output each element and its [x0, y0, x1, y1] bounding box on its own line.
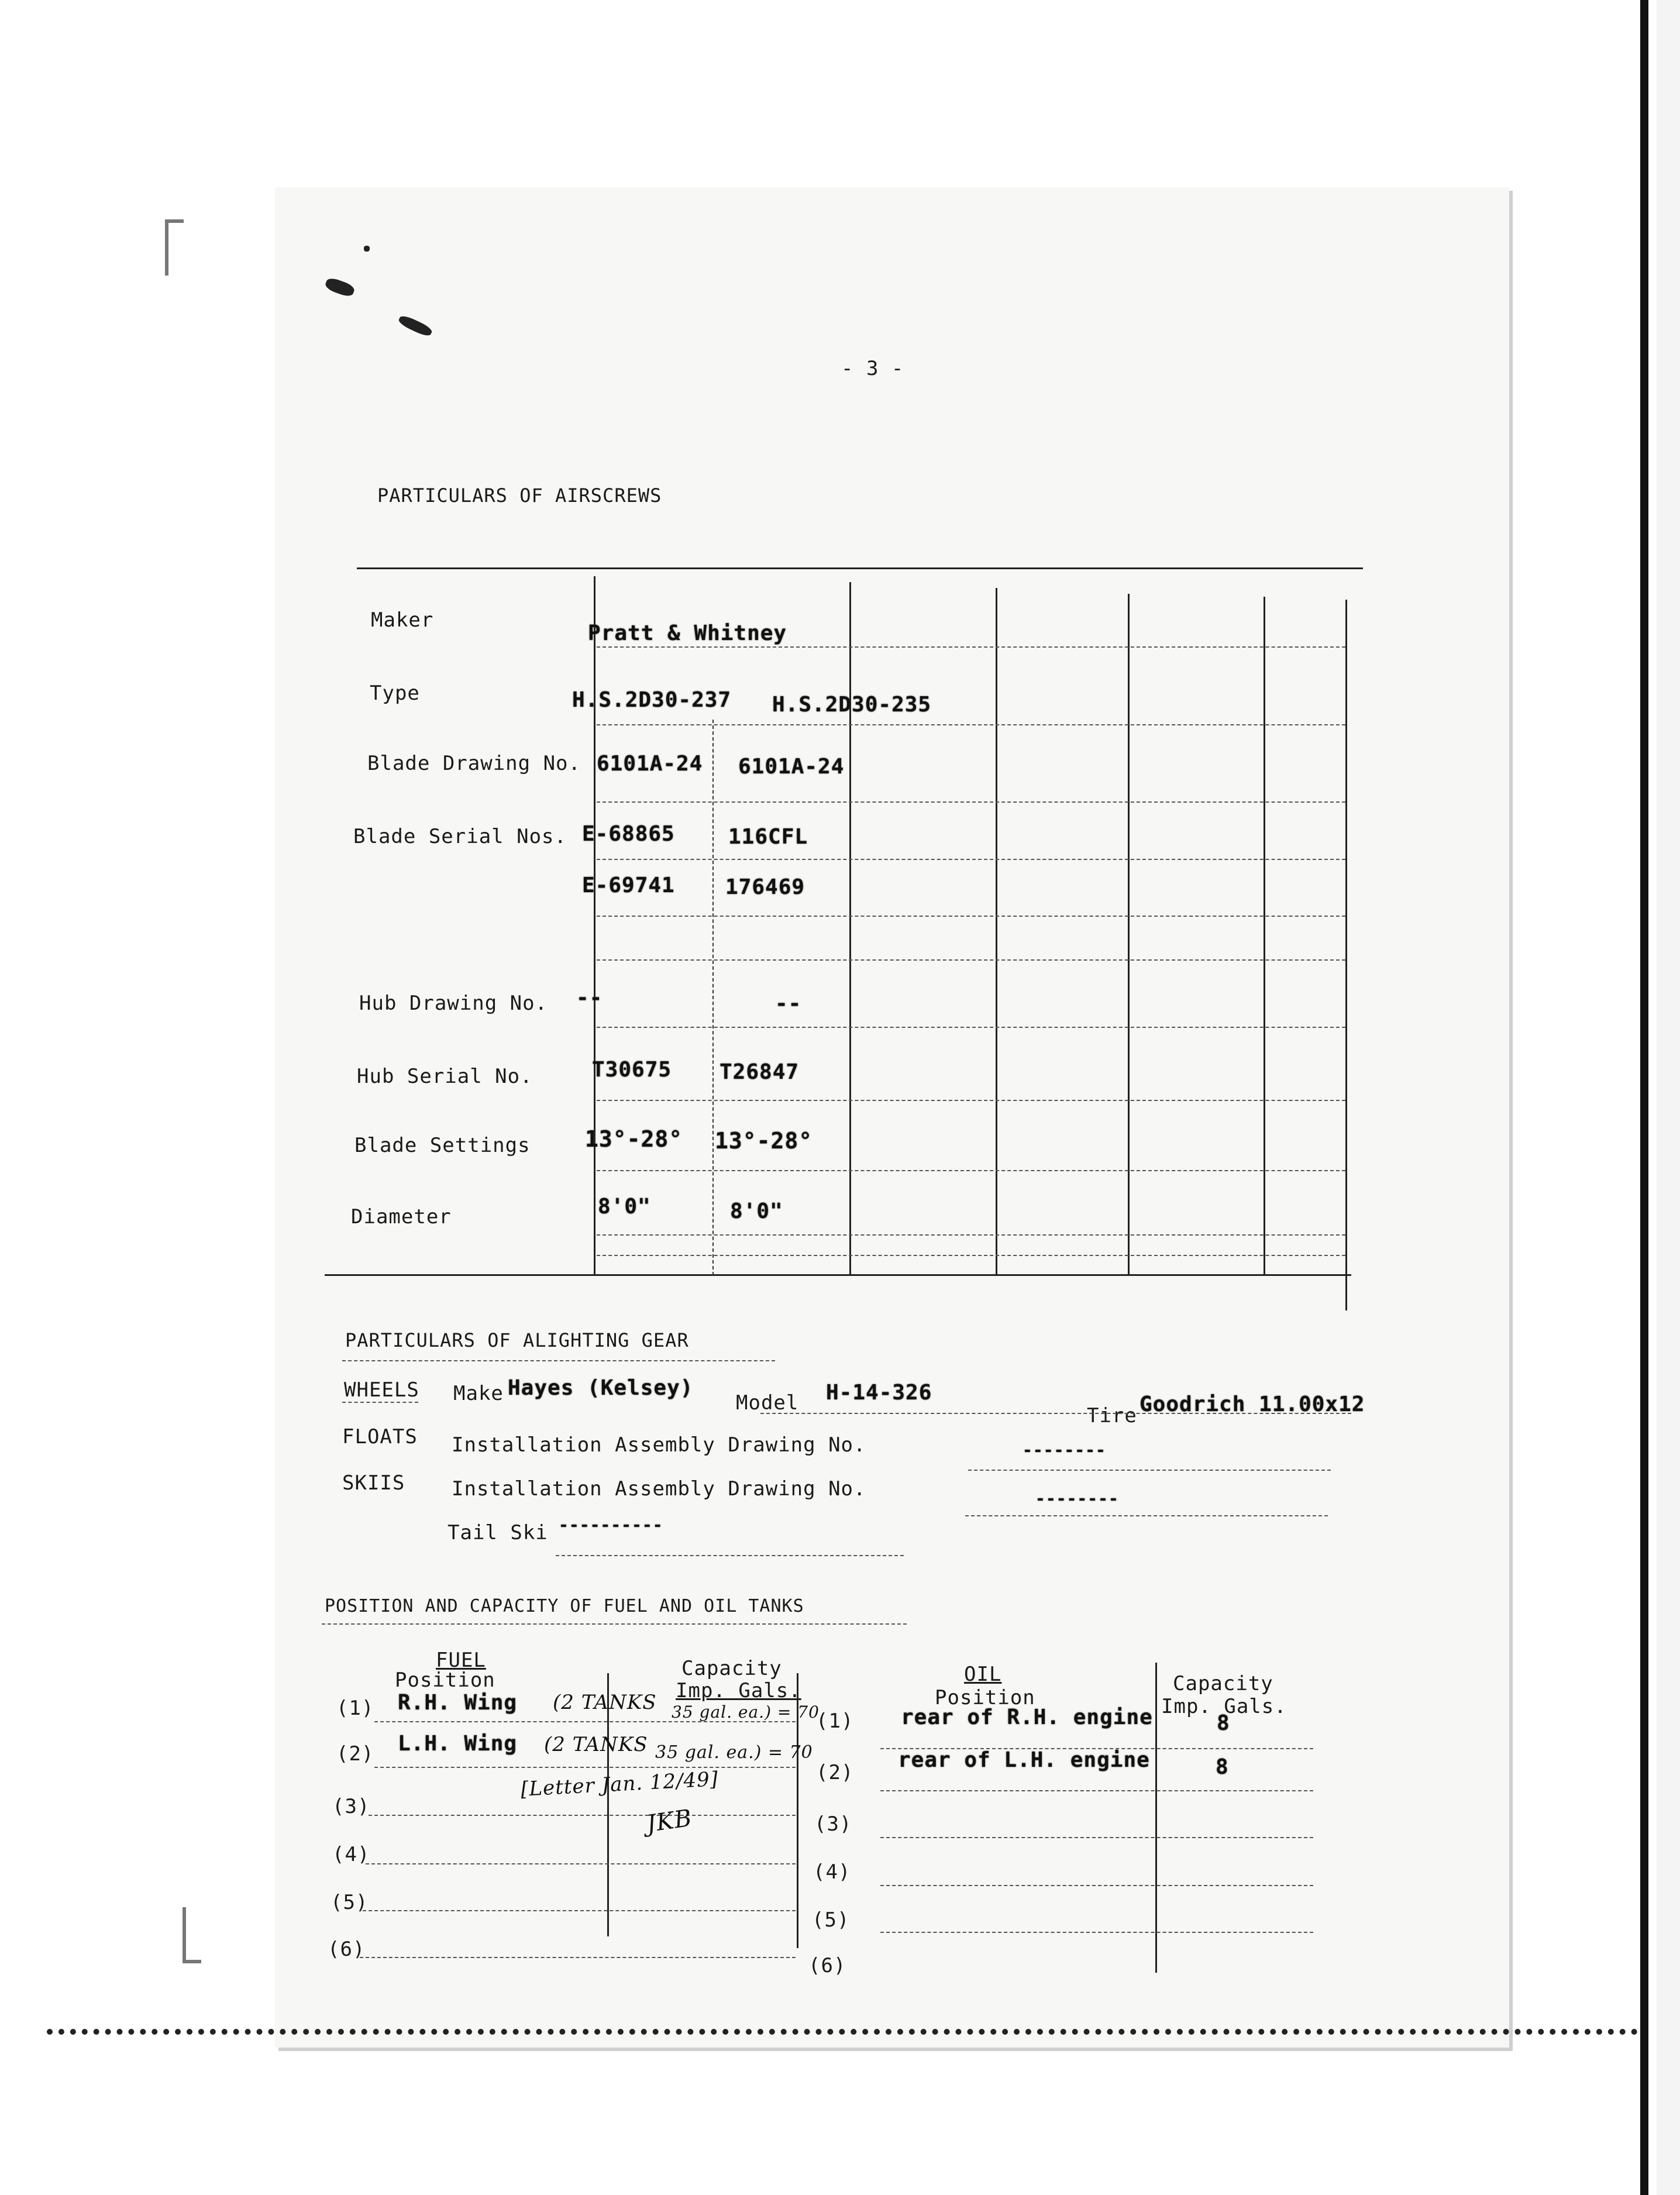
table-row-line	[597, 724, 1345, 725]
table-bottom-rule	[325, 1274, 1351, 1276]
floats-text: Installation Assembly Drawing No.	[452, 1433, 866, 1457]
table-row-line	[597, 1170, 1345, 1171]
blade-drawing-label: Blade Drawing No.	[367, 752, 581, 775]
table-row-line	[597, 916, 1345, 917]
fuel-note-2: (2 TANKS	[544, 1733, 648, 1756]
label-underline	[342, 1402, 418, 1403]
table-row-line	[597, 646, 1345, 648]
type-value-1: H.S.2D30-237	[572, 688, 732, 712]
table-col-divider	[1128, 594, 1130, 1275]
oil-imp-gals-label: Imp. Gals.	[1161, 1695, 1287, 1718]
fuel-row-number: (4)	[332, 1843, 370, 1866]
scan-edge	[1657, 0, 1680, 2195]
oil-row-number: (6)	[808, 1954, 846, 1977]
fuel-note-1: (2 TANKS	[553, 1691, 657, 1714]
diameter-value-2: 8'0"	[730, 1199, 783, 1223]
blade-serial-value-1b: E-69741	[582, 873, 675, 897]
fuel-row-line	[369, 1815, 796, 1816]
table-col-divider	[1264, 597, 1265, 1275]
blade-settings-label: Blade Settings	[354, 1134, 531, 1157]
fuel-capacity-label: Capacity	[681, 1657, 782, 1680]
oil-col-divider	[1155, 1663, 1157, 1973]
perforation-edge	[47, 2029, 1638, 2041]
oil-row-number: (2)	[816, 1761, 854, 1784]
oil-capacity-2: 8	[1216, 1755, 1229, 1779]
table-top-rule	[357, 567, 1363, 569]
blade-serial-value-2a: 116CFL	[728, 825, 808, 849]
fuel-row-number: (6)	[328, 1938, 366, 1961]
floats-label: FLOATS	[342, 1425, 418, 1449]
blade-drawing-value-2: 6101A-24	[738, 755, 845, 779]
oil-row-number: (1)	[816, 1709, 854, 1733]
skis-underline	[965, 1515, 1328, 1516]
fuel-row-line	[360, 1957, 796, 1958]
wheels-underline	[760, 1413, 1351, 1414]
table-row-line	[597, 1027, 1345, 1028]
diameter-value-1: 8'0"	[598, 1195, 651, 1219]
fuel-header: FUEL	[436, 1649, 486, 1672]
blade-serial-value-2b: 176469	[725, 875, 805, 899]
tail-ski-value: ----------	[559, 1515, 663, 1535]
tail-ski-label: Tail Ski	[447, 1521, 548, 1544]
wheels-label: WHEELS	[344, 1378, 419, 1402]
fuel-capacity-2: 35 gal. ea.) = 70	[655, 1742, 813, 1763]
table-col-divider	[594, 576, 595, 1275]
oil-capacity-label: Capacity	[1173, 1672, 1273, 1695]
fuel-row-line	[363, 1910, 796, 1911]
blade-serial-label: Blade Serial Nos.	[353, 825, 567, 848]
table-right-border	[1345, 600, 1347, 1310]
fuel-imp-gals-label: Imp. Gals.	[676, 1679, 801, 1702]
fuel-position-2: L.H. Wing	[398, 1732, 518, 1756]
tire-label: Tire	[1087, 1404, 1137, 1427]
oil-row-number: (5)	[812, 1908, 850, 1932]
type-value-2: H.S.2D30-235	[772, 693, 932, 717]
fuel-position-1: R.H. Wing	[398, 1691, 518, 1715]
tanks-title: POSITION AND CAPACITY OF FUEL AND OIL TANKS	[325, 1596, 804, 1616]
diameter-label: Diameter	[351, 1205, 452, 1229]
fuel-position-label: Position	[395, 1668, 495, 1692]
blade-settings-value-2: 13°-28°	[715, 1128, 813, 1154]
table-col-divider	[996, 588, 997, 1275]
table-row-line	[597, 959, 1345, 961]
make-value: Hayes (Kelsey)	[508, 1376, 694, 1400]
table-col-divider	[849, 582, 851, 1275]
table-row-line	[597, 801, 1345, 803]
fuel-capacity-1: 35 gal. ea.) = 70	[672, 1702, 820, 1722]
fuel-row-line	[374, 1767, 796, 1768]
oil-position-2: rear of L.H. engine	[898, 1748, 1150, 1772]
hub-drawing-value-2: --	[775, 992, 802, 1016]
hub-drawing-value-1: --	[576, 986, 603, 1010]
table-col-divider	[712, 720, 714, 1275]
hub-serial-value-1: T30675	[592, 1058, 672, 1082]
crop-mark-bottom	[183, 1907, 201, 1963]
letter-note: [Letter Jan. 12/49]	[520, 1767, 719, 1801]
fuel-row-number: (2)	[336, 1742, 374, 1766]
model-label: Model	[736, 1391, 799, 1415]
oil-row-number: (4)	[813, 1860, 851, 1884]
oil-row-line	[880, 1790, 1313, 1791]
gear-section-underline	[556, 1555, 904, 1556]
blade-serial-value-1a: E-68865	[582, 822, 675, 846]
type-label: Type	[370, 682, 420, 705]
alighting-gear-title: PARTICULARS OF ALIGHTING GEAR	[345, 1329, 689, 1351]
fuel-row-number: (3)	[332, 1795, 370, 1818]
page-number: - 3 -	[841, 357, 904, 380]
oil-row-number: (3)	[814, 1812, 852, 1836]
table-row-line	[597, 1234, 1345, 1236]
floats-value: --------	[1023, 1440, 1106, 1460]
tire-value: Goodrich 11.00x12	[1139, 1392, 1365, 1416]
table-row-line	[597, 1100, 1345, 1101]
hub-serial-label: Hub Serial No.	[357, 1065, 533, 1088]
oil-row-line	[880, 1932, 1313, 1933]
blade-drawing-value-1: 6101A-24	[597, 752, 703, 776]
hub-drawing-label: Hub Drawing No.	[359, 992, 548, 1015]
maker-value: Pratt & Whitney	[588, 621, 787, 645]
skis-value: --------	[1035, 1489, 1119, 1508]
oil-capacity-1: 8	[1217, 1711, 1230, 1735]
model-value: H-14-326	[826, 1381, 932, 1405]
oil-position-1: rear of R.H. engine	[901, 1705, 1153, 1729]
maker-label: Maker	[371, 608, 434, 632]
hub-serial-value-2: T26847	[719, 1060, 800, 1084]
oil-row-line	[880, 1885, 1313, 1886]
blade-settings-value-1: 13°-28°	[585, 1126, 683, 1152]
airscrews-title: PARTICULARS OF AIRSCREWS	[377, 484, 662, 507]
oil-position-label: Position	[935, 1686, 1035, 1709]
table-row-line	[597, 859, 1345, 860]
make-label: Make	[453, 1382, 504, 1405]
crop-mark-top	[165, 219, 184, 276]
document-page	[275, 187, 1509, 2048]
fuel-row-line	[366, 1863, 796, 1864]
floats-underline	[968, 1470, 1331, 1471]
tanks-title-underline	[322, 1623, 907, 1625]
skis-text: Installation Assembly Drawing No.	[452, 1477, 866, 1501]
oil-row-line	[880, 1837, 1313, 1838]
fuel-row-number: (1)	[336, 1697, 374, 1720]
initials: JKB	[645, 1804, 694, 1838]
title-underline	[342, 1360, 775, 1361]
oil-header: OIL	[964, 1663, 1002, 1686]
table-row-line	[597, 1255, 1345, 1256]
fuel-row-number: (5)	[331, 1891, 369, 1914]
ink-smudge	[364, 246, 370, 252]
skis-label: SKIIS	[342, 1471, 405, 1495]
